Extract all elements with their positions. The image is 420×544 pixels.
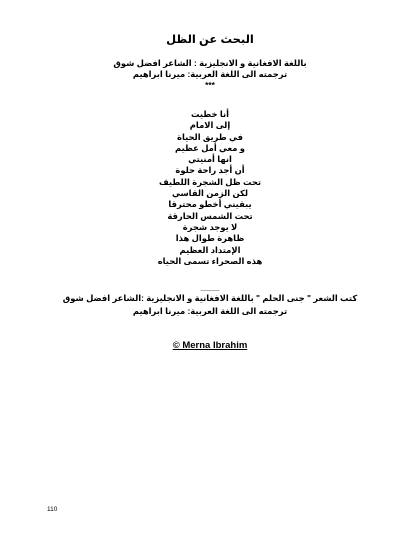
poem-title: البحث عن الظل	[166, 34, 254, 46]
attribution-block	[0, 58, 420, 91]
poem-line: ظاهرة طوال هذا	[175, 233, 245, 244]
poem-line: الإمتداد العظيم	[179, 244, 241, 255]
poem-body	[0, 109, 420, 267]
poem-line: تحت الشمس الحارقة	[167, 210, 253, 221]
copyright-notice: © Merna Ibrahim	[172, 340, 248, 351]
poem-line: يبقيني أخطو محترقا	[168, 199, 252, 210]
poem-line: انها أمنيتي	[188, 154, 232, 165]
translator-line: ترجمته الى اللغة العربية: ميرنا ابراهيم	[132, 69, 288, 79]
asterisk-separator: ***	[205, 80, 215, 90]
poem-line: لا يوجد شجرة	[182, 221, 238, 232]
poem-line: أنا خطيت	[191, 109, 229, 119]
page-number: 110	[47, 506, 58, 513]
credits-line: كتب الشعر " جنى الحلم " باللغة الافغانية و الانجليزية :الشاعر افضل شوق	[62, 293, 358, 303]
poem-line: تحت ظل الشجرة اللطيف	[158, 176, 262, 187]
credits-block	[0, 292, 420, 318]
poem-line: في طريق الحياة	[177, 131, 243, 142]
poem-line: أن أجد راحة حلوة	[175, 165, 245, 176]
section-separator: ____	[200, 282, 220, 292]
poem-line: لكن الزمن القاسي	[171, 188, 249, 199]
poem-line: هذه الصحراء تسمى الحياه	[157, 255, 263, 266]
translator-credit-line: ترجمته الى اللغة العربية: ميرنا ابراهيم	[132, 306, 288, 316]
attribution-line: باللغة الافغانية و الانجليزية : الشاعر افضل شوق	[113, 58, 307, 68]
poem-line: و معي أمل عظيم	[175, 142, 245, 153]
poem-line: إلى الامام	[189, 120, 231, 131]
